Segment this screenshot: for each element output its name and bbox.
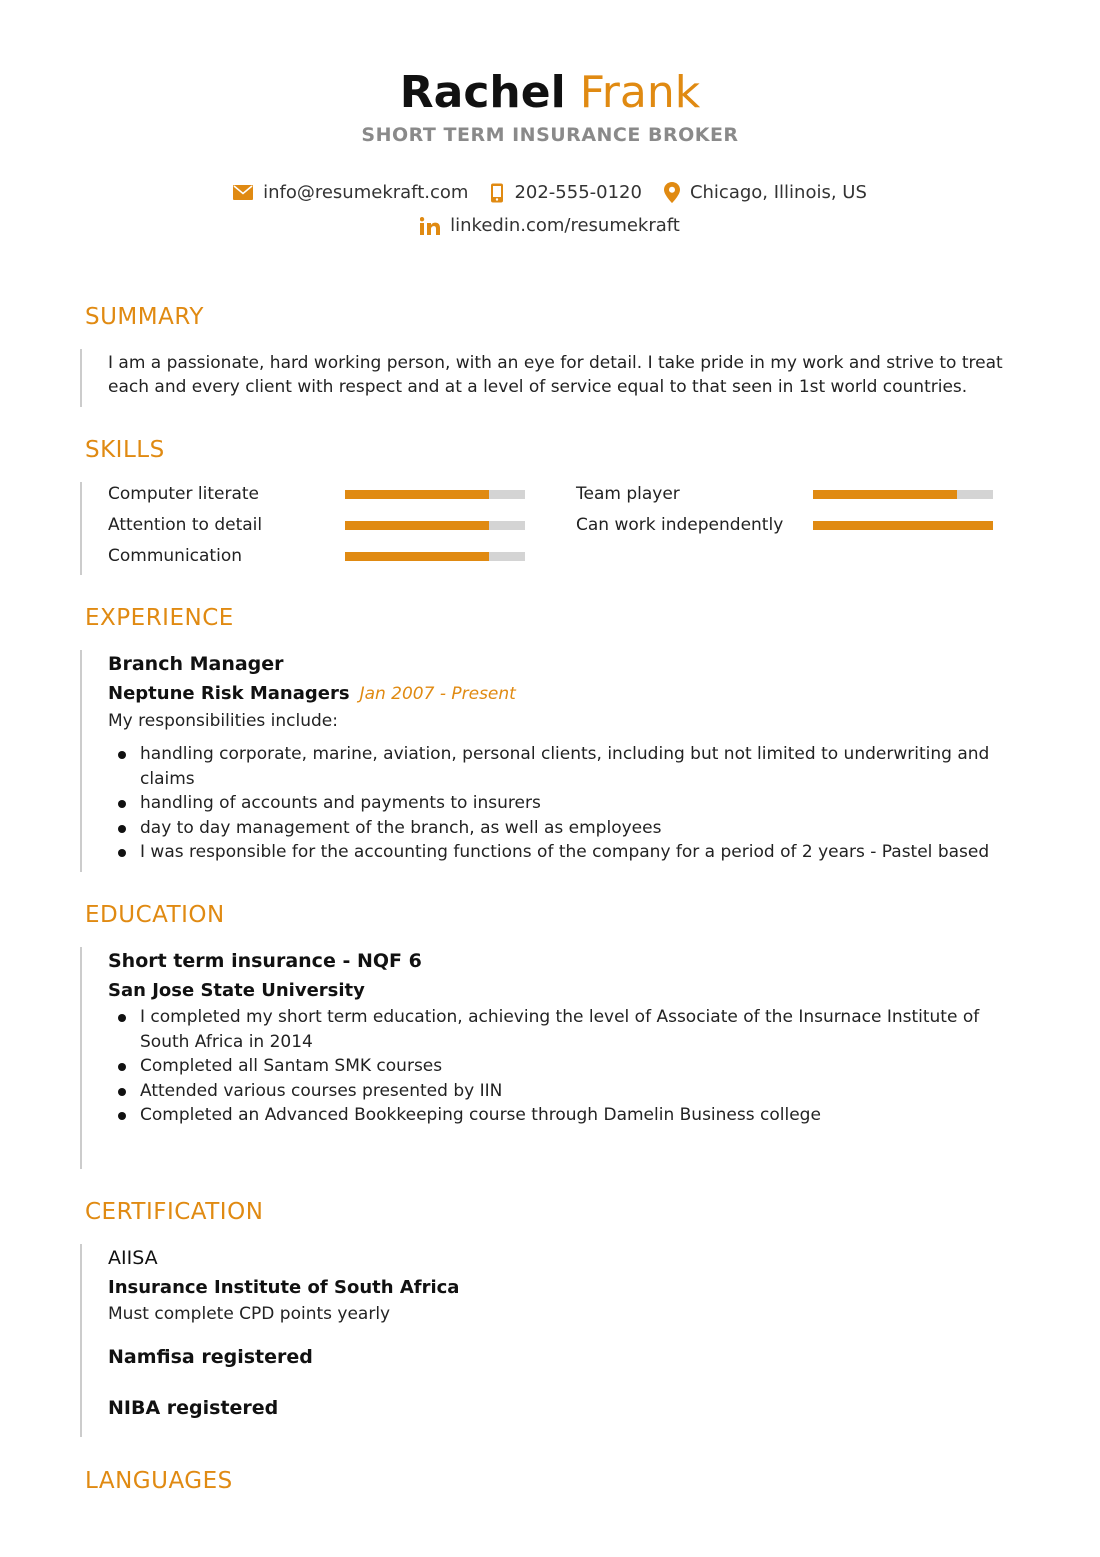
summary-text: I am a passionate, hard working person, with an eye for detail. I take pride in my work and strive to treat each and every client with respect and at a level of service equal to that seen in 1st world countries.: [108, 353, 1003, 397]
cert-name: Namfisa registered: [108, 1346, 313, 1368]
list-item: handling of accounts and payments to insurers: [108, 791, 1028, 816]
linkedin-icon: [420, 217, 440, 235]
job-dates: Jan 2007 - Present: [359, 684, 516, 704]
skill-level-fill: [813, 490, 957, 499]
contact-phone[interactable]: [490, 182, 642, 203]
experience-divider: [80, 650, 82, 872]
skill-name: Communication: [108, 546, 242, 566]
summary-divider: [80, 349, 82, 407]
list-item: day to day management of the branch, as well as employees: [108, 816, 1028, 841]
location-text: Chicago, Illinois, US: [689, 182, 867, 203]
education-heading: EDUCATION: [85, 902, 225, 928]
map-pin-icon: [664, 182, 680, 203]
degree-title: Short term insurance - NQF 6: [108, 950, 422, 972]
last-name: Frank: [579, 67, 701, 118]
skill-level-bar: [345, 521, 525, 530]
education-bullets: [108, 1005, 1028, 1128]
contact-location: [664, 182, 867, 203]
skill-level-fill: [345, 521, 489, 530]
skill-level-bar: [813, 490, 993, 499]
cert-issuer: Insurance Institute of South Africa: [108, 1277, 460, 1298]
contact-email[interactable]: [233, 182, 468, 203]
skills-divider: [80, 482, 82, 575]
summary-heading: SUMMARY: [85, 304, 204, 330]
cert-name: AIISA: [108, 1247, 158, 1269]
list-item: Attended various courses presented by IIN: [108, 1079, 1028, 1104]
job-title: Branch Manager: [108, 653, 284, 675]
list-item: handling corporate, marine, aviation, personal clients, including but not limited to underwriting and claims: [108, 742, 1028, 791]
skill-level-fill: [813, 521, 993, 530]
list-item: Completed all Santam SMK courses: [108, 1054, 1028, 1079]
company-name: Neptune Risk Managers: [108, 683, 350, 704]
experience-heading: EXPERIENCE: [85, 605, 234, 631]
skill-level-bar: [813, 521, 993, 530]
list-item: I completed my short term education, achieving the level of Associate of the Insurnace Institute of South Africa in 2014: [108, 1005, 1028, 1054]
skill-name: Computer literate: [108, 484, 260, 504]
email-text: info@resumekraft.com: [263, 182, 469, 203]
languages-heading: LANGUAGES: [85, 1468, 233, 1494]
skill-level-bar: [345, 552, 525, 561]
skill-name: Attention to detail: [108, 515, 263, 535]
linkedin-text: linkedin.com/resumekraft: [450, 215, 680, 236]
envelope-icon: [233, 185, 253, 200]
phone-icon: [490, 183, 504, 203]
skill-level-fill: [345, 552, 489, 561]
certification-heading: CERTIFICATION: [85, 1199, 264, 1225]
contact-row-2: [0, 215, 1100, 236]
contact-linkedin[interactable]: [420, 215, 680, 236]
skill-name: Can work independently: [576, 515, 784, 535]
contact-row: [0, 182, 1100, 203]
job-intro: My responsibilities include:: [108, 711, 338, 731]
job-bullets: [108, 742, 1028, 865]
job-title: SHORT TERM INSURANCE BROKER: [361, 124, 739, 146]
list-item: I was responsible for the accounting functions of the company for a period of 2 years - Pastel based: [108, 840, 1028, 865]
candidate-name: [0, 64, 1100, 122]
skill-level-bar: [345, 490, 525, 499]
cert-note: Must complete CPD points yearly: [108, 1304, 391, 1324]
phone-text: 202-555-0120: [514, 182, 642, 203]
certification-divider: [80, 1244, 82, 1437]
education-divider: [80, 947, 82, 1169]
skill-level-fill: [345, 490, 489, 499]
school-name: San Jose State University: [108, 980, 365, 1001]
skill-name: Team player: [576, 484, 680, 504]
cert-name: NIBA registered: [108, 1397, 279, 1419]
list-item: Completed an Advanced Bookkeeping course through Damelin Business college: [108, 1103, 1028, 1128]
job-company: [108, 683, 516, 704]
skills-heading: SKILLS: [85, 437, 165, 463]
first-name: Rachel: [399, 67, 566, 118]
